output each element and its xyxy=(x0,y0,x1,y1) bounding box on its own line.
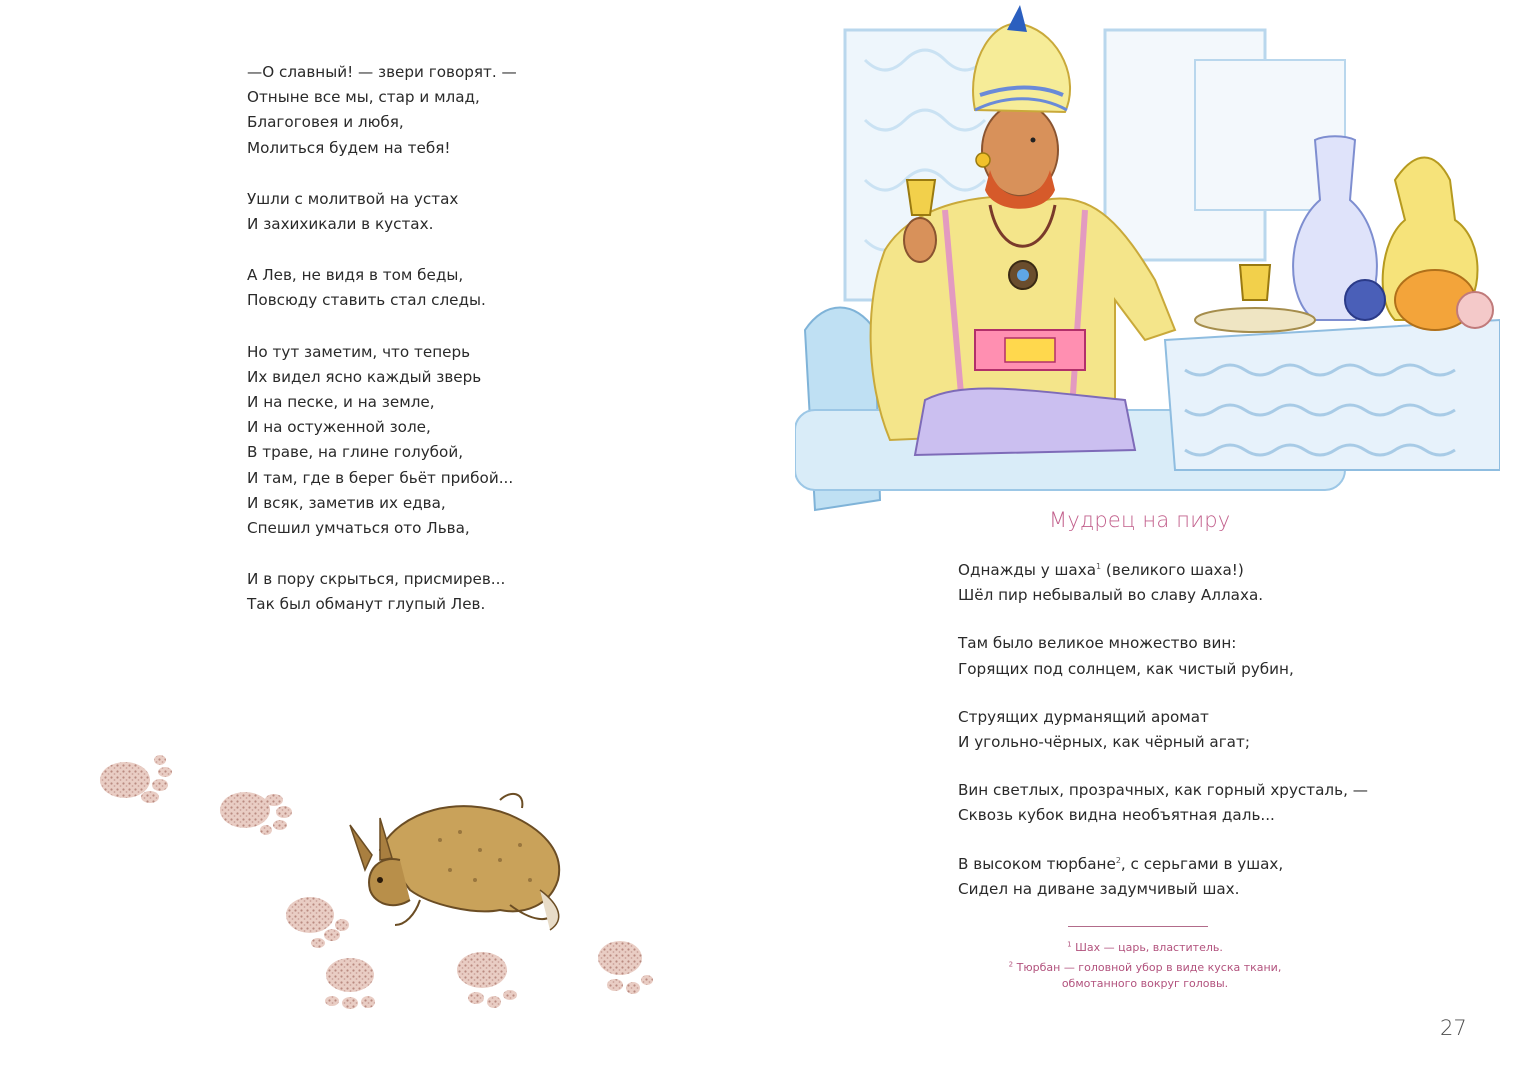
footnote-number: 1 xyxy=(1067,940,1072,949)
stanza-2 xyxy=(247,187,727,237)
poem-line: И в пору скрыться, присмирев... xyxy=(247,570,506,589)
stanza-4 xyxy=(247,340,727,542)
paw-print-1 xyxy=(100,755,172,803)
line-text: В высоком тюрбане xyxy=(958,854,1116,873)
footnote-text: обмотанного вокруг головы. xyxy=(1061,977,1229,990)
rabbit-illustration xyxy=(80,740,680,1040)
footnote-1 xyxy=(980,940,1310,956)
poem-line: Сквозь кубок видна необъятная даль... xyxy=(958,806,1275,825)
poem-line: И на остуженной золе, xyxy=(247,418,431,437)
poem-line: И угольно-чёрных, как чёрный агат; xyxy=(958,733,1250,752)
line-text: (великого шаха!) xyxy=(1101,561,1244,579)
footnote-2 xyxy=(980,960,1310,992)
poem-line: Их видел ясно каждый зверь xyxy=(247,367,482,386)
rabbit-icon xyxy=(350,794,559,930)
paw-print-2 xyxy=(220,792,292,835)
poem-line: Молиться будем на тебя! xyxy=(247,138,451,157)
stanza-5 xyxy=(958,852,1478,902)
stanza-1 xyxy=(958,558,1478,608)
stanza-2 xyxy=(958,631,1478,681)
poem-line: И захихикали в кустах. xyxy=(247,215,434,234)
poem-line: Повсюду ставить стал следы. xyxy=(247,291,486,310)
poem-title: Мудрец на пиру xyxy=(1049,508,1231,532)
footnote-text: Шах — царь, властитель. xyxy=(1075,941,1223,954)
footnote-divider xyxy=(1068,926,1208,927)
stanza-5 xyxy=(247,567,727,617)
line-text: Однажды у шаха xyxy=(958,561,1097,579)
footnote-number: 2 xyxy=(1008,960,1014,969)
poem-line: И на песке, и на земле, xyxy=(247,393,435,412)
poem-line: И всяк, заметив их едва, xyxy=(247,493,446,512)
footnotes xyxy=(980,940,1310,996)
poem-line: Сидел на диване задумчивый шах. xyxy=(958,879,1240,898)
poem-line: Ушли с молитвой на устах xyxy=(247,189,459,208)
footnote-ref-1: 1 xyxy=(1096,561,1102,571)
paw-print-5 xyxy=(457,952,517,1008)
page-number: 27 xyxy=(1440,1016,1467,1040)
poem-line: Струящих дурманящий аромат xyxy=(958,707,1209,726)
paw-print-4 xyxy=(325,958,375,1009)
left-poem xyxy=(247,60,727,644)
poem-line: Отныне все мы, стар и млад, xyxy=(247,88,480,107)
poem-line: А Лев, не видя в том беды, xyxy=(247,266,464,285)
stanza-4 xyxy=(958,778,1478,828)
stanza-1 xyxy=(247,60,727,161)
stanza-3 xyxy=(247,263,727,313)
poem-line: И там, где в берег бьёт прибой... xyxy=(247,468,514,487)
shah-feast-illustration xyxy=(795,0,1500,520)
poem-line xyxy=(958,558,1478,583)
poem-line: Но тут заметим, что теперь xyxy=(247,342,471,361)
poem-line: Там было великое множество вин: xyxy=(958,634,1237,653)
line-text: , с серьгами в ушах, xyxy=(1120,854,1284,873)
poem-line: Вин светлых, прозрачных, как горный хрусталь, — xyxy=(958,781,1368,800)
poem-line: Шёл пир небывалый во славу Аллаха. xyxy=(958,586,1264,605)
poem-line: Спешил умчаться ото Льва, xyxy=(247,519,470,538)
footnote-ref-2: 2 xyxy=(1115,855,1121,865)
poem-line: В траве, на глине голубой, xyxy=(247,443,464,462)
poem-line: Благоговея и любя, xyxy=(247,113,404,132)
stanza-3 xyxy=(958,705,1478,755)
poem-line: Горящих под солнцем, как чистый рубин, xyxy=(958,659,1294,678)
poem-line: Так был обманут глупый Лев. xyxy=(247,595,486,614)
table xyxy=(1165,320,1500,470)
paw-print-6 xyxy=(598,941,653,994)
right-poem xyxy=(958,558,1478,925)
poem-line xyxy=(958,852,1478,877)
footnote-text: Тюрбан — головной убор в виде куска ткани, xyxy=(1016,961,1282,974)
paw-print-3 xyxy=(286,897,349,948)
poem-line: —О славный! — звери говорят. — xyxy=(247,63,517,81)
